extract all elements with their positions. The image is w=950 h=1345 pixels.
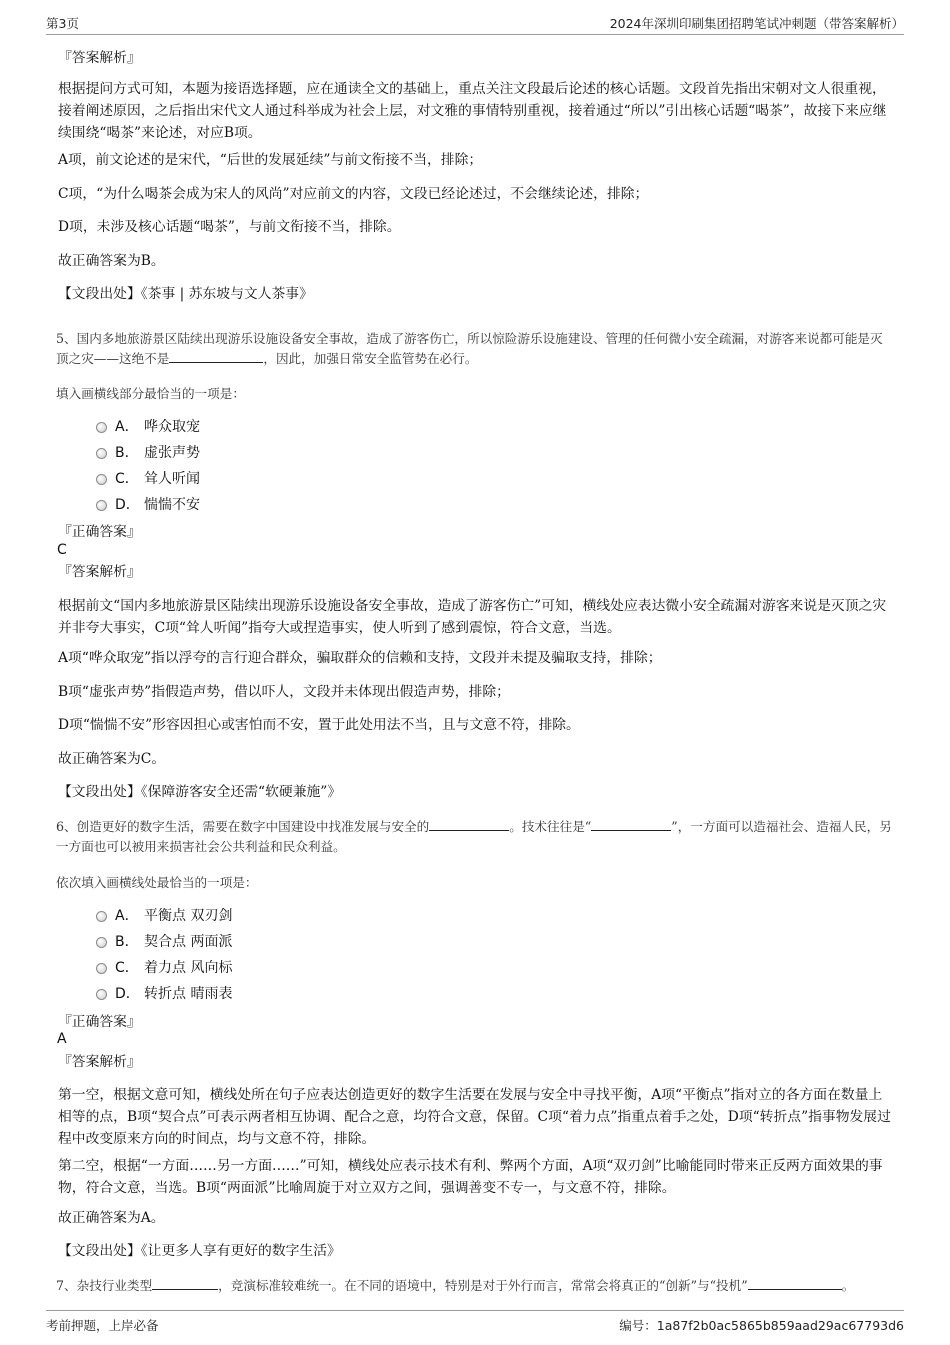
q7-blank-2: [748, 1277, 842, 1290]
q6-answer: A: [57, 1031, 67, 1047]
option-letter: B．: [115, 445, 139, 461]
document-title: 2024年深圳印刷集团招聘笔试冲刺题（带答案解析）: [609, 16, 904, 31]
q6-analysis-para-1: 第一空，根据文意可知，横线处所在句子应表达创造更好的数字生活要在发展与安全中寻找平衡，A项“平衡点”指对立的各方面在数量上相等的点，B项“契合点”可表示两者相互协调、配合之意，均符合文意，保留。C项“着力点”指重点着手之处，D项“转折点”指事物发展过程中改变原来方向的时间点，均与文意不符，排除。: [58, 1087, 891, 1147]
q6-answer-tag: 『正确答案』: [58, 1014, 141, 1030]
q6-analysis-para-2: 第二空，根据“一方面……另一方面……”可知，横线处应表示技术有利、弊两个方面，A项“双刃剑”比喻能同时带来正反两方面效果的事物，符合文意，当选。B项“两面派”比喻周旋于对立双方之间，强调善变不专一，与文意不符，排除。: [58, 1158, 883, 1196]
q7-stem-part-1: 7、杂技行业类型: [56, 1278, 153, 1293]
q6-stem: [56, 817, 894, 857]
q4-analysis-para-4: D项，未涉及核心话题“喝茶”，与前文衔接不当，排除。: [58, 219, 401, 235]
q7-blank-1: [152, 1277, 218, 1290]
q5-stem: [56, 329, 894, 369]
option-letter: C．: [115, 471, 139, 487]
page-header: [46, 12, 904, 35]
q6-prompt: 依次填入画横线处最恰当的一项是：: [56, 875, 258, 890]
page-footer: [46, 1310, 904, 1335]
option-text: 平衡点 双刃剑: [144, 908, 233, 924]
q5-source: 【文段出处】《保障游客安全还需“软硬兼施”》: [58, 784, 342, 800]
q7-stem-part-2: ，竞演标准较难统一。在不同的语境中，特别是对于外行而言，常常会将真正的“创新”与“投机”: [218, 1278, 748, 1293]
option-text: 耸人听闻: [144, 471, 200, 487]
q5-stem-part-2: ，因此，加强日常安全监管势在必行。: [263, 351, 478, 366]
radio-button-icon[interactable]: [96, 500, 107, 511]
q6-stem-part-1: 6、创造更好的数字生活，需要在数字中国建设中找准发展与安全的: [56, 819, 430, 834]
q6-stem-part-3: ”，一方面可以造福社会、造福人民，另一方面也可以被用来损害社会公共利益和民众利益。: [56, 819, 892, 854]
q5-analysis-para-1: 根据前文“国内多地旅游景区陆续出现游乐设施设备安全事故，造成了游客伤亡”可知，横线处应表达微小安全疏漏对游客来说是灭顶之灾并非夸大事实，C项“耸人听闻”指夸大或捏造事实，使人听到了感到震惊，符合文意，当选。: [58, 598, 887, 636]
q6-stem-part-2: 。技术往往是“: [509, 819, 592, 834]
q5-analysis-para-2: A项“哗众取宠”指以浮夸的言行迎合群众，骗取群众的信赖和支持，文段并未提及骗取支持，排除；: [58, 650, 662, 666]
q5-analysis-para-4: D项“惴惴不安”形容因担心或害怕而不安，置于此处用法不当，且与文意不符，排除。: [58, 717, 580, 733]
q5-answer-tag: 『正确答案』: [58, 524, 141, 540]
q4-analysis-para-2: A项，前文论述的是宋代，“后世的发展延续”与前文衔接不当，排除；: [58, 152, 483, 168]
option-text: 契合点 两面派: [144, 934, 233, 950]
document-code: 编号：1a87f2b0ac5865b859aad29ac67793d6: [619, 1318, 904, 1333]
q4-analysis-para-3: C项，“为什么喝茶会成为宋人的风尚”对应前文的内容，文段已经论述过，不会继续论述，排除；: [58, 186, 649, 202]
option-text: 惴惴不安: [144, 497, 200, 513]
option-text: 转折点 晴雨表: [144, 986, 233, 1002]
q6-analysis-tag: 『答案解析』: [58, 1054, 141, 1070]
radio-button-icon[interactable]: [96, 937, 107, 948]
q6-blank-2: [591, 818, 671, 831]
q5-blank: [169, 350, 263, 363]
q5-conclusion: 故正确答案为C。: [58, 751, 166, 767]
q5-analysis-tag: 『答案解析』: [58, 564, 141, 580]
option-letter: D．: [115, 497, 140, 513]
option-text: 哗众取宠: [144, 419, 200, 435]
q7-stem: [56, 1276, 894, 1296]
q5-stem-part-1: 5、国内多地旅游景区陆续出现游乐设施设备安全事故，造成了游客伤亡，所以惊险游乐设施建设、管理的任何微小安全疏漏，对游客来说都可能是灭顶之灾——这绝不是: [56, 331, 883, 366]
q6-conclusion: 故正确答案为A。: [58, 1210, 165, 1226]
q4-analysis-tag: 『答案解析』: [58, 50, 141, 66]
q5-answer: C: [57, 542, 67, 558]
option-text: 着力点 风向标: [144, 960, 233, 976]
radio-button-icon[interactable]: [96, 963, 107, 974]
q5-analysis-para-3: B项“虚张声势”指假造声势，借以吓人，文段并未体现出假造声势，排除；: [58, 684, 510, 700]
radio-button-icon[interactable]: [96, 422, 107, 433]
q7-stem-part-3: 。: [841, 1278, 855, 1293]
option-letter: A．: [115, 908, 139, 924]
option-letter: D．: [115, 986, 140, 1002]
q4-conclusion: 故正确答案为B。: [58, 253, 165, 269]
q5-prompt: 填入画横线部分最恰当的一项是：: [56, 386, 245, 401]
page-number: 第3页: [46, 16, 79, 31]
radio-button-icon[interactable]: [96, 911, 107, 922]
q6-source: 【文段出处】《让更多人享有更好的数字生活》: [58, 1243, 341, 1259]
q4-source: 【文段出处】《茶事 | 苏东坡与文人茶事》: [58, 286, 313, 302]
radio-button-icon[interactable]: [96, 474, 107, 485]
option-letter: A．: [115, 419, 139, 435]
radio-button-icon[interactable]: [96, 989, 107, 1000]
q4-analysis-para-1: 根据提问方式可知，本题为接语选择题，应在通读全文的基础上，重点关注文段最后论述的核心话题。文段首先指出宋朝对文人很重视，接着阐述原因，之后指出宋代文人通过科举成为社会上层，对文雅的事情特别重视，接着通过“所以”引出核心话题“喝茶”，故接下来应继续围绕“喝茶”来论述，对应B项。: [58, 81, 887, 141]
option-text: 虚张声势: [144, 445, 200, 461]
q6-blank-1: [429, 818, 509, 831]
option-letter: C．: [115, 960, 139, 976]
radio-button-icon[interactable]: [96, 448, 107, 459]
footer-slogan: 考前押题，上岸必备: [46, 1318, 159, 1333]
option-letter: B．: [115, 934, 139, 950]
